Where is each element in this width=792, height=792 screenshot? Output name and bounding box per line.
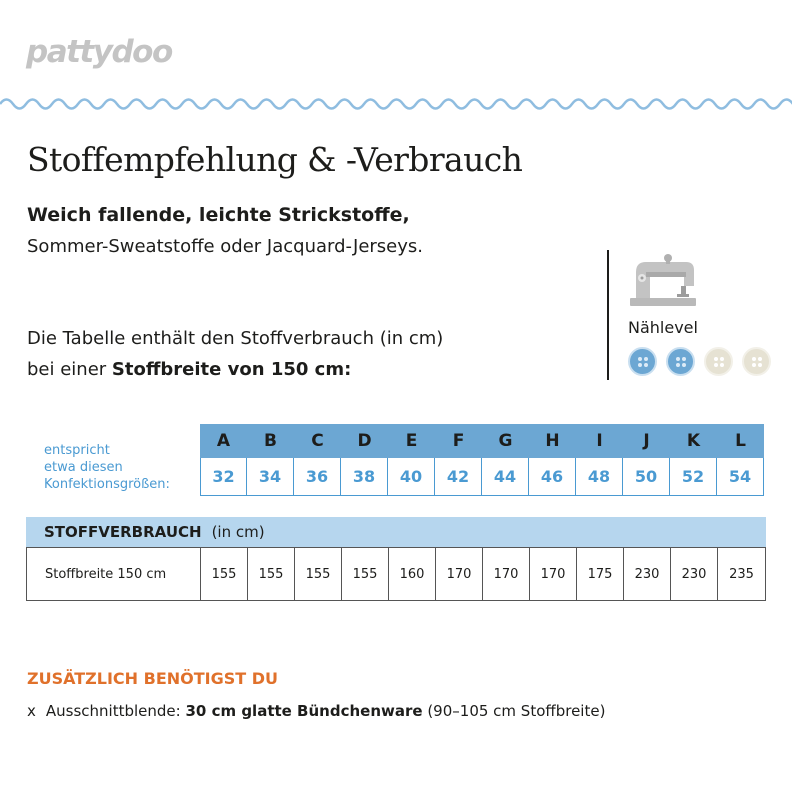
sewing-level-indicator — [628, 347, 771, 376]
consumption-value: 155 — [248, 548, 295, 600]
size-label-line: entspricht — [44, 443, 110, 458]
size-letter: E — [388, 424, 435, 458]
consumption-value: 235 — [729, 566, 754, 582]
size-letter: D — [341, 424, 388, 458]
consumption-value: 155 — [295, 548, 342, 600]
item-suffix: (90–105 cm Stoffbreite) — [422, 702, 606, 720]
item-bold: 30 cm glatte Bündchenware — [185, 702, 423, 720]
size-value: 40 — [388, 458, 435, 496]
size-value: 46 — [529, 458, 576, 496]
table-intro-line-2 — [27, 359, 351, 380]
size-letter: K — [670, 424, 717, 458]
additional-item — [27, 702, 605, 720]
size-value: 36 — [294, 458, 341, 496]
pattydoo-logo: pattydoo — [26, 34, 172, 70]
size-letter: A — [200, 424, 247, 458]
consumption-value: 170 — [436, 548, 483, 600]
size-value: 34 — [247, 458, 294, 496]
table-intro-bold: Stoffbreite von 150 cm: — [111, 359, 352, 380]
size-table — [200, 424, 764, 496]
fabric-description-line-1: Weich fallende, leichte Strickstoffe, — [27, 204, 410, 226]
size-letter: H — [529, 424, 576, 458]
consumption-value: 230 — [671, 548, 718, 600]
table-intro-line-1: Die Tabelle enthält den Stoffverbrauch (in cm) — [27, 328, 444, 349]
size-label-line: Konfektionsgrößen: — [44, 477, 170, 492]
item-marker: x — [27, 702, 36, 720]
consumption-value: 155 — [342, 548, 389, 600]
level-button-icon — [742, 347, 771, 376]
size-letter: G — [482, 424, 529, 458]
fabric-description-line-2: Sommer-Sweatstoffe oder Jacquard-Jerseys. — [27, 236, 424, 257]
size-value: 50 — [623, 458, 670, 496]
size-value: 52 — [670, 458, 717, 496]
consumption-unit: (in cm) — [211, 523, 265, 541]
consumption-value: 170 — [530, 548, 577, 600]
consumption-header — [26, 517, 766, 547]
size-value: 48 — [576, 458, 623, 496]
size-letter: F — [435, 424, 482, 458]
wave-divider — [0, 92, 792, 116]
size-value: 54 — [717, 458, 764, 496]
size-value: 38 — [341, 458, 388, 496]
size-table-label — [44, 442, 170, 493]
consumption-value: 175 — [577, 548, 624, 600]
consumption-title: STOFFVERBRAUCH — [44, 523, 202, 541]
level-button-icon — [666, 347, 695, 376]
size-value: 32 — [200, 458, 247, 496]
table-intro-prefix: bei einer — [27, 359, 112, 380]
size-letter: C — [294, 424, 341, 458]
consumption-row — [26, 547, 766, 601]
item-prefix: Ausschnittblende: — [45, 702, 186, 720]
sewing-machine-icon — [628, 250, 700, 308]
divider-line — [607, 250, 609, 380]
consumption-row-label: Stoffbreite 150 cm — [27, 548, 201, 600]
consumption-value: 155 — [201, 548, 248, 600]
size-letter: J — [623, 424, 670, 458]
additional-title: ZUSÄTZLICH BENÖTIGST DU — [27, 669, 279, 688]
size-value: 44 — [482, 458, 529, 496]
level-button-icon — [704, 347, 733, 376]
consumption-value: 160 — [389, 548, 436, 600]
page-title: Stoffempfehlung & -Verbrauch — [27, 140, 523, 179]
size-letter: B — [247, 424, 294, 458]
sewing-level-label: Nählevel — [628, 318, 698, 337]
size-value: 42 — [435, 458, 482, 496]
consumption-value: 170 — [483, 548, 530, 600]
consumption-value: 230 — [624, 548, 671, 600]
size-label-line: etwa diesen — [44, 460, 123, 475]
size-letter: L — [717, 424, 764, 458]
size-letter: I — [576, 424, 623, 458]
level-button-icon — [628, 347, 657, 376]
